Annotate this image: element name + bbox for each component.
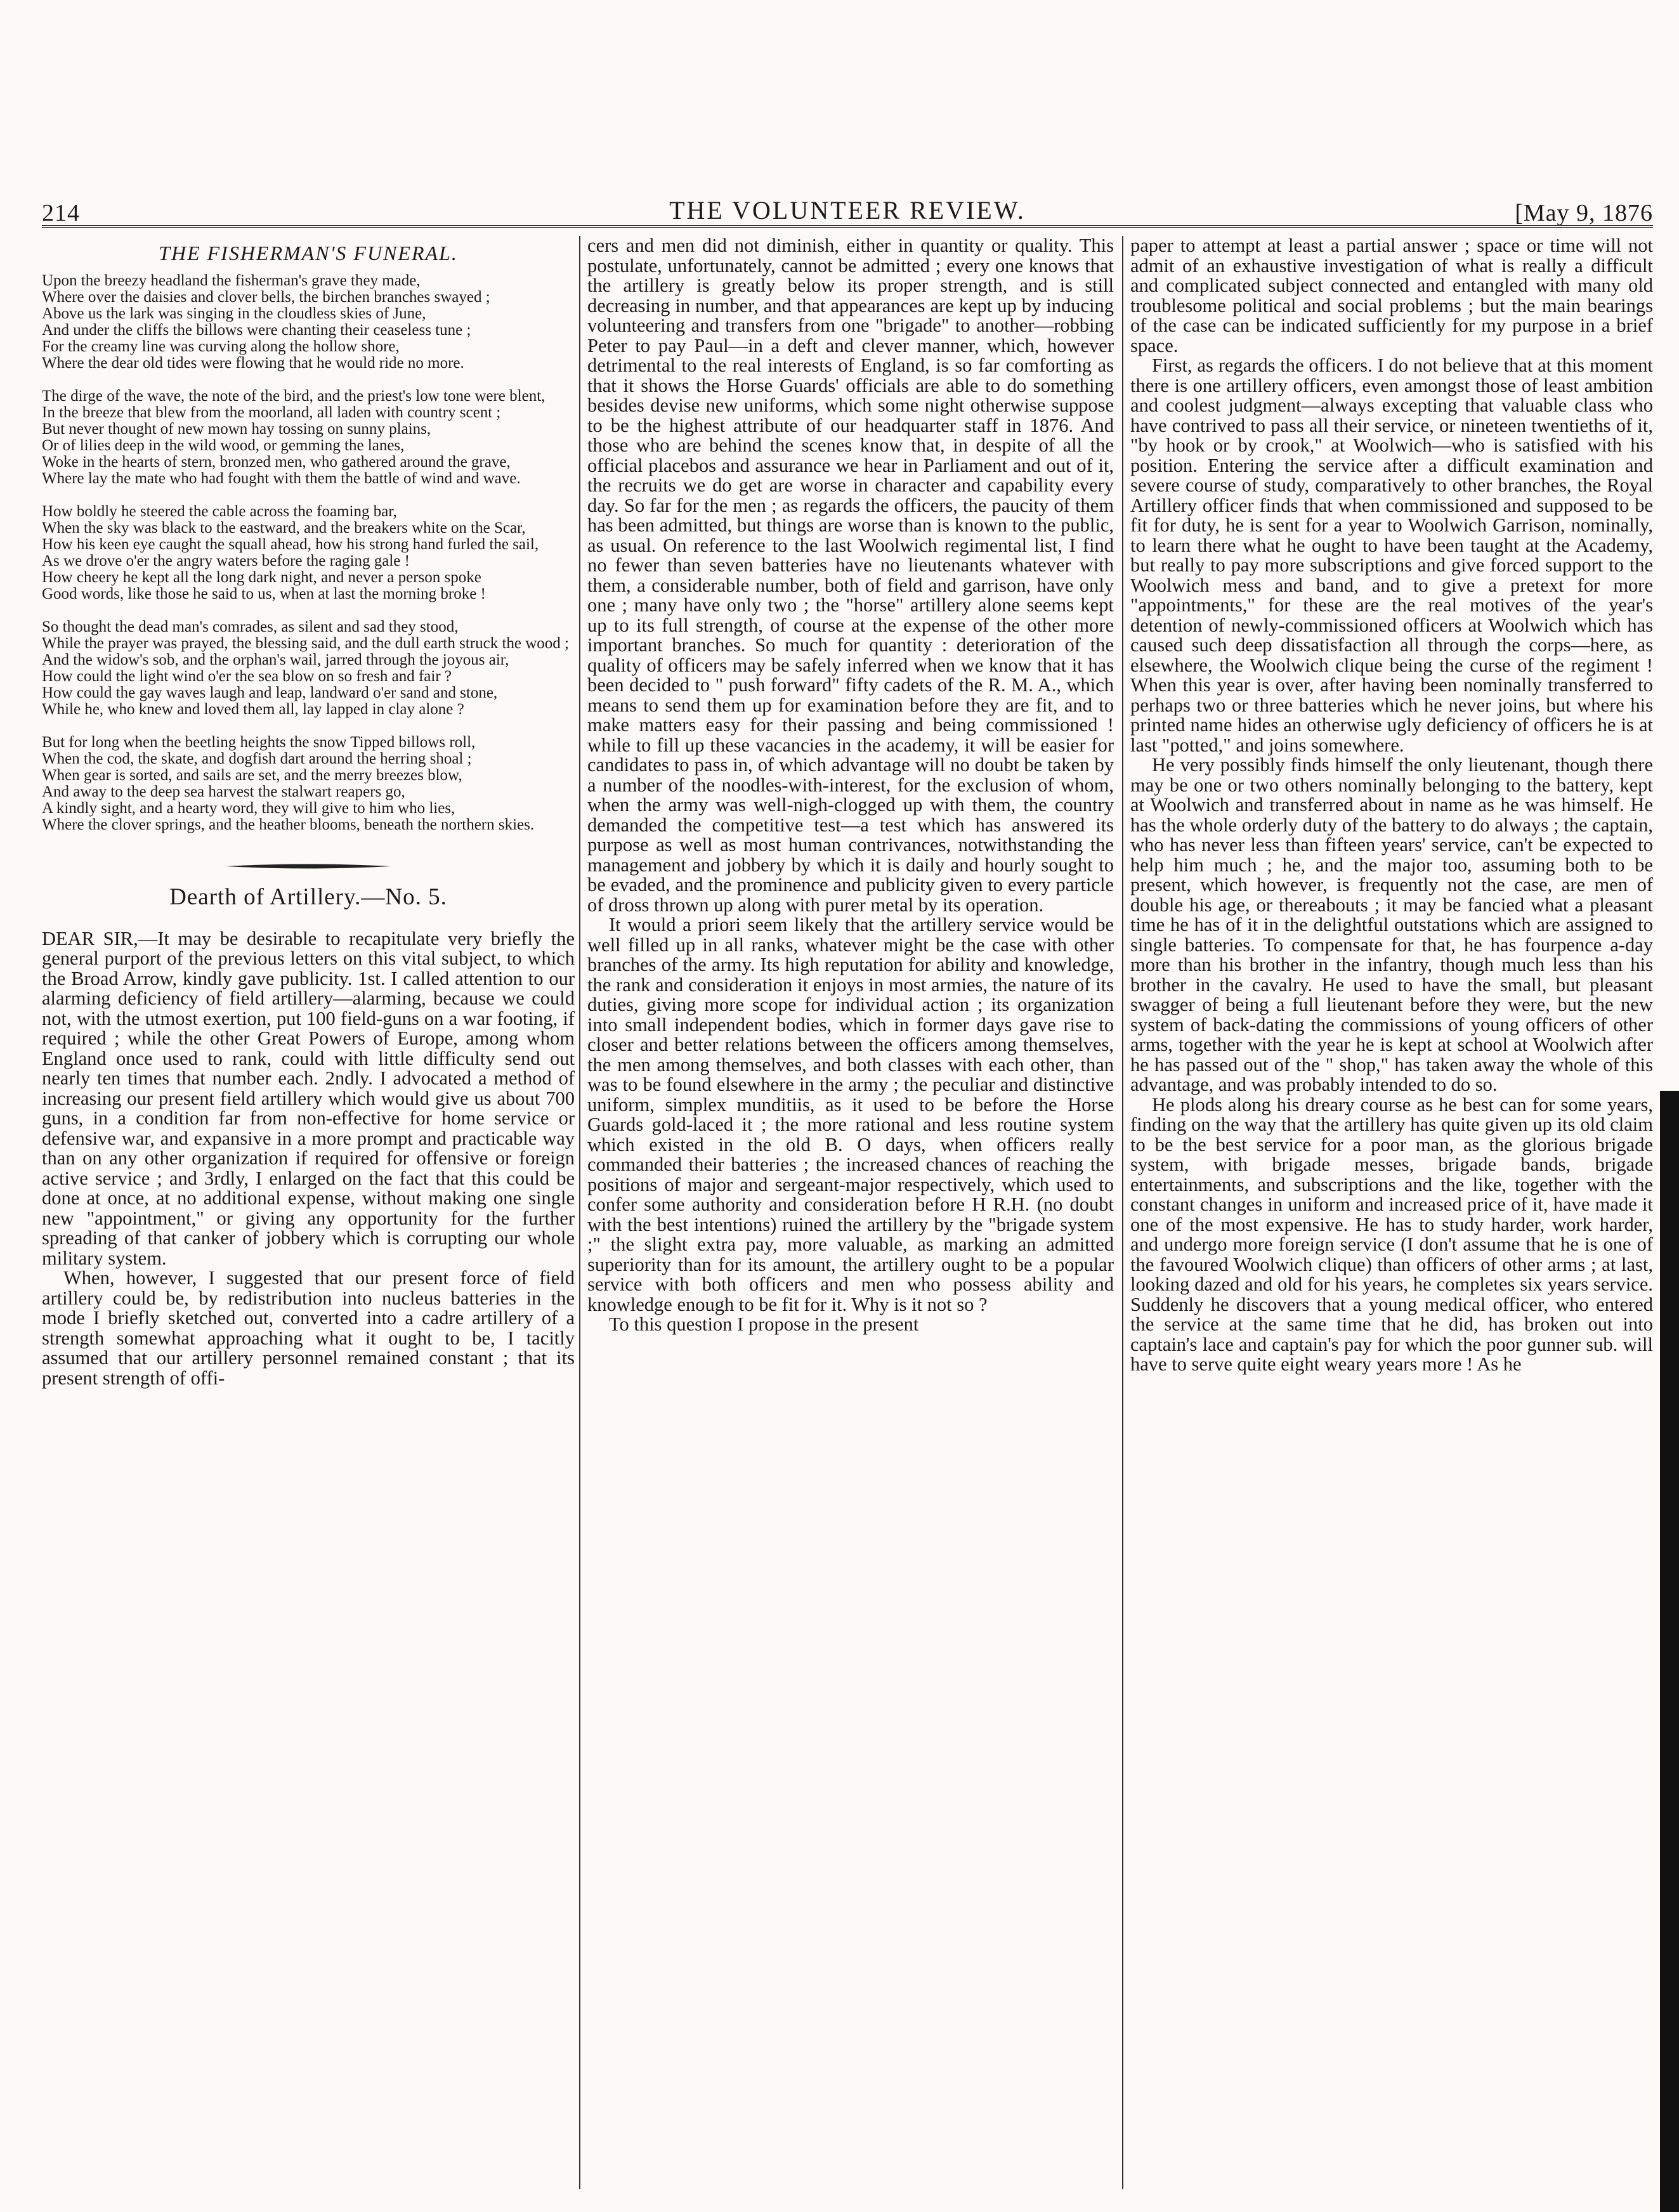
poem-stanza (42, 734, 575, 833)
poem-line: When the sky was black to the eastward, and the breakers white on the Scar, (42, 519, 526, 537)
poem-line: Above us the lark was singing in the cloudless skies of June, (42, 304, 426, 322)
header-rule (42, 225, 1653, 228)
poem-line: And under the cliffs the billows were chanting their ceaseless tune ; (42, 321, 471, 339)
scan-edge-shadow (1660, 1091, 1679, 2212)
article-paragraph: cers and men did not diminish, either in quantity or quality. This postulate, unfortunately, cannot be admitted ; every one knows that the artillery is greatly below its proper strength, and is still decreasing in number, and that appearances are kept up by inducing volunteering and transfers from one "brigade" to another—robbing Peter to pay Paul—in a deft and clever manner, which, however detrimental to the real interests of England, is so far comforting as that it shows the Horse Guards' officials are able to do something besides devise new uniforms, which some night otherwise suppose to be the highest attribute of our headquarter staff in 1876. And those who are behind the scenes know that, in despite of all the official placebos and assurance we hear in Parliament and out of it, the recruits we do get are worse in character and capability every day. So far for the men ; as regards the officers, the paucity of them has been admitted, but things are worse than is known to the public, as usual. On reference to the last Woolwich regimental list, I find no fewer than seven batteries have no lieutenants whatever with them, a considerable number, both of field and garrison, have only one ; many have only two ; the "horse" artillery alone seems kept up to its full strength, of course at the expense of the other more important branches. So much for quantity : deterioration of the quality of officers may be safely inferred when we know that it has been decided to " push forward" fifty cadets of the R. M. A., which means to send them up for examination before they are fit, and to make matters easy for their passing and being commissioned ! while to fill up these vacancies in the academy, it will be easier for candidates to pass in, of which advantage will no doubt be taken by a number of the noodles-with-interest, for the exclusion of whom, when the army was well-nigh-clogged up with them, the country demanded the competitive test—a test which has answered its purpose as well as most human contrivances, notwithstanding the management and jobbery by which it is daily and hourly sought to be evaded, and the prominence and publicity given to every particle of dross thrown up along with purer metal by its operation. (587, 236, 1114, 916)
poem-stanza (42, 619, 575, 718)
page-number: 214 (42, 200, 80, 226)
poem-line: As we drove o'er the angry waters before the raging gale ! (42, 552, 410, 569)
poem-line: How his keen eye caught the squall ahead, how his strong hand furled the sail, (42, 535, 539, 553)
article-paragraph: When, however, I suggested that our present force of field artillery could be, by redistribution into nucleus batteries in the mode I briefly sketched out, converted into a cadre artillery of a strength somewhat approaching what it ought to be, I tacitly assumed that our artillery personnel remained constant ; that its present strength of offi- (42, 1267, 575, 1389)
poem-line: So thought the dead man's comrades, as silent and sad they stood, (42, 618, 459, 635)
page-header (42, 190, 1653, 235)
poem-stanza (42, 504, 575, 602)
poem-line: How could the light wind o'er the sea blow on so fresh and fair ? (42, 667, 452, 685)
poem-line: Where lay the mate who had fought with them the battle of wind and wave. (42, 469, 521, 487)
masthead-title: THE VOLUNTEER REVIEW. (669, 196, 1026, 224)
article-paragraph: To this question I propose in the present (609, 1313, 919, 1335)
poem-line: The dirge of the wave, the note of the bird, and the priest's low tone were blent, (42, 387, 546, 405)
article-title: Dearth of Artillery.—No. 5. (169, 884, 447, 910)
poem-line: When gear is sorted, and sails are set, and the merry breezes blow, (42, 766, 462, 784)
poem-line: But for long when the beetling heights the snow Tipped billows roll, (42, 733, 476, 751)
article-paragraph: DEAR SIR,—It may be desirable to recapitulate very briefly the general purport of the previous letters on this vital subject, to which the Broad Arrow, kindly gave publicity. 1st. I called attention to our alarming deficiency of field artillery—alarming, because we could not, with the utmost exertion, put 100 field-guns on a war footing, if required ; while the other Great Powers of Europe, among whom England once used to rank, could with little difficulty send out nearly ten times that number each. 2ndly. I advocated a method of increasing our present field artillery which would give us about 700 guns, in a condition far from non-effective for home service or defensive war, and expansive in a more prompt and practicable way than on any other organization if required for offensive or foreign active service ; and 3rdly, I enlarged on the fact that this could be done at once, at no additional expense, without making one single new "appointment," or giving any opportunity for the further spreading of that canker of jobbery which is corrupting our whole military system. (42, 927, 575, 1269)
column-rule-1 (579, 236, 580, 2189)
article-paragraph: He very possibly finds himself the only lieutenant, though there may be one or two others nominally belonging to the battery, kept at Woolwich and transferred about in name as he was himself. He has the whole orderly duty of the battery to do always ; the captain, who has never less than fifteen years' service, can't be expected to help him much ; he, and the major too, assuming both to be present, which however, is frequently not the case, are men of double his age, or thereabouts ; it may be fancied what a pleasant time he has of it in the delightful outstations which are assigned to single batteries. To compensate for that, he has fourpence a-day more than his brother in the infantry, though much less than his brother in the cavalry. He used to have the small, but pleasant swagger of being a full lieutenant before they were, but the new system of back-dating the commissions of young officers of other arms, together with the year he is kept at school at Woolwich after he has passed out of the " shop," has taken away the whole of this advantage, and was probably intended to do so. (1130, 754, 1653, 1095)
poem-line: Where over the daisies and clover bells, the birchen branches swayed ; (42, 288, 490, 306)
poem-line: Good words, like those he said to us, when at last the morning broke ! (42, 585, 486, 602)
column-rule-2 (1122, 236, 1123, 2189)
poem-line: While he, who knew and loved them all, lay lapped in clay alone ? (42, 700, 464, 718)
poem-line: Or of lilies deep in the wild wood, or gemming the lanes, (42, 436, 405, 454)
poem-line: Where the clover springs, and the heather blooms, beneath the northern skies. (42, 816, 535, 833)
poem-line: But never thought of new mown hay tossing on sunny plains, (42, 420, 431, 438)
column-3 (1130, 236, 1653, 2196)
poem-stanza (42, 273, 575, 372)
poem-stanza (42, 388, 575, 487)
ornamental-divider (42, 855, 575, 875)
column-2 (587, 236, 1114, 2196)
poem-line: How boldly he steered the cable across the foaming bar, (42, 502, 397, 520)
article-paragraph: paper to attempt at least a partial answer ; space or time will not admit of an exhaustive investigation of what is really a difficult and complicated subject connected and entangled with many old troublesome political and social problems ; but the main bearings of the case can be indicated sufficiently for my purpose in a brief space. (1130, 236, 1653, 356)
poem-title: THE FISHERMAN'S FUNERAL. (159, 242, 458, 264)
issue-date: [May 9, 1876 (1515, 200, 1653, 226)
article-paragraph: It would a priori seem likely that the artillery service would be well filled up in all ranks, whatever might be the case with other branches of the army. Its high reputation for ability and knowledge, the rank and consideration it enjoys in most armies, the nature of its duties, giving more scope for individual action ; its organization into small independent bodies, which in former days gave rise to closer and better relations between the officers among themselves, the men among themselves, and both classes with each other, than was to be found elsewhere in the army ; the peculiar and distinctive uniform, simplex munditiis, as it used to be before the Horse Guards gold-laced it ; the more rational and less routine system which existed in the old B. O days, when officers really commanded their batteries ; the increased chances of reaching the positions of major and sergeant-major respectively, which used to confer some authority and consideration before H R.H. (no doubt with the best intentions) ruined the artillery by the "brigade system ;" the slight extra pay, more valuable, as marking an admitted superiority than for its amount, the artillery ought to be a popular service with both officers and men who possess ability and knowledge enough to be fit for it. Why is it not so ? (587, 914, 1114, 1315)
poem-line: For the creamy line was curving along the hollow shore, (42, 337, 400, 355)
poem-line: In the breeze that blew from the moorland, all laden with country scent ; (42, 403, 501, 421)
poem-line: Woke in the hearts of stern, bronzed men, who gathered around the grave, (42, 453, 511, 471)
poem-line: And away to the deep sea harvest the stalwart reapers go, (42, 783, 405, 800)
poem-line: And the widow's sob, and the orphan's wail, jarred through the joyous air, (42, 651, 509, 668)
article-paragraph: First, as regards the officers. I do not believe that at this moment there is one artillery officers, even amongst those of least ambition and coolest judgment—always excepting that valuable class who have contrived to pass all their service, or nineteen twentieths of it, "by hook or by crook," at Woolwich—who is satisfied with his position. Entering the service after a difficult examination and severe course of study, comparatively to other branches, the Royal Artillery officer finds that when commissioned and supposed to be fit for duty, he is sent for a year to Woolwich Garrison, nominally, to learn there what he ought to have been taught at the Academy, but really to pay more subscriptions and give forced support to the Woolwich mess and band, and to give a pretext for more "appointments," for these are the real motives of the year's detention of newly-commissioned officers at Woolwich which has caused such deep dissatisfaction all through the corps—here, as elsewhere, the Woolwich clique being the curse of the regiment ! When this year is over, after having been nominally transferred to perhaps two or three batteries which he never joins, but where his printed name hides an otherwise ugly deficiency of officers he is at last "potted," and joins somewhere. (1130, 355, 1653, 756)
poem-line: Where the dear old tides were flowing that he would ride no more. (42, 354, 464, 372)
poem-line: A kindly sight, and a hearty word, they will give to him who lies, (42, 799, 455, 817)
poem-line: When the cod, the skate, and dogfish dart around the herring shoal ; (42, 750, 472, 767)
poem-line: How could the gay waves laugh and leap, landward o'er sand and stone, (42, 684, 498, 701)
poem-line: How cheery he kept all the long dark night, and never a person spoke (42, 568, 481, 586)
poem-line: While the prayer was prayed, the blessing said, and the dull earth struck the wood ; (42, 634, 570, 652)
column-1 (42, 236, 575, 2196)
poem-line: Upon the breezy headland the fisherman's grave they made, (42, 271, 421, 289)
article-paragraph: He plods along his dreary course as he best can for some years, finding on the way that the artillery has quite given up its old claim to be the best service for a poor man, as the glorious brigade system, with brigade messes, brigade bands, brigade entertainments, and subscriptions and the like, together with the constant changes in uniform and increased price of it, have made it one of the most expensive. He has to study harder, work harder, and undergo more foreign service (I don't assume that he is one of the favoured Woolwich clique) than officers of other arms ; at last, looking dazed and old for his years, he completes six years service. Suddenly he discovers that a young medical officer, who entered the service at the same time that he did, has broken out into captain's lace and captain's pay for which the poor gunner sub. will have to serve quite eight weary years more ! As he (1130, 1093, 1653, 1375)
poem-body (42, 273, 575, 833)
divider-rule-icon (226, 862, 391, 871)
